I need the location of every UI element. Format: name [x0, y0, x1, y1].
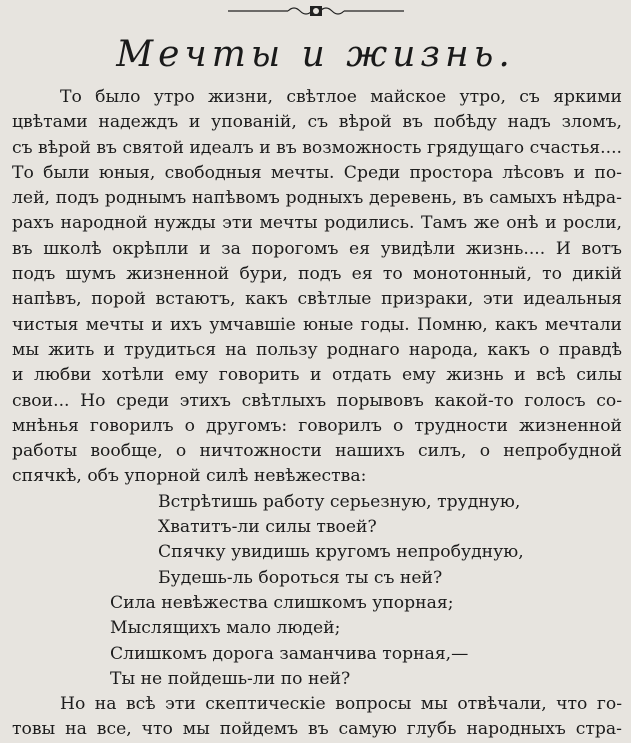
article-body [12, 85, 622, 743]
text-line: работы вообще, о ничтожности нашихъ силъ, о непробудной [12, 441, 622, 462]
text-line: Встрѣтишь работу серьезную, трудную, [158, 491, 521, 512]
text-line: То были юныя, свободныя мечты. Среди простора лѣсовъ и по- [12, 162, 622, 183]
text-line: спячкѣ, объ упорной силѣ невѣжества: [12, 466, 367, 487]
text-line: въ школѣ окрѣпли и за порогомъ ея увидѣли жизнь.... И вотъ [12, 238, 622, 259]
text-line: Хватитъ-ли силы твоей? [158, 517, 377, 538]
text-line: товы на все, что мы пойдемъ въ самую глубь народныхъ стра- [12, 719, 622, 740]
text-line: Слишкомъ дорога заманчива торная,— [110, 643, 469, 664]
text-line: чистыя мечты и ихъ умчавшіе юные годы. Помню, какъ мечтали [12, 314, 622, 335]
text-line: свои... Но среди этихъ свѣтлыхъ порывовъ какой-то голосъ со- [12, 390, 622, 411]
text-line: Но на всѣ эти скептическіе вопросы мы отвѣчали, что го- [60, 694, 622, 715]
text-line: лей, подъ роднымъ напѣвомъ родныхъ деревень, въ самыхъ нѣдра- [12, 188, 622, 209]
text-line: Мыслящихъ мало людей; [110, 618, 341, 639]
text-line: мнѣнья говорилъ о другомъ: говорилъ о трудности жизненной [12, 415, 622, 436]
text-line: Спячку увидишь кругомъ непробудную, [158, 542, 524, 563]
text-line: Сила невѣжества слишкомъ упорная; [110, 592, 454, 613]
text-line: цвѣтами надеждъ и упованій, съ вѣрой въ побѣду надъ зломъ, [12, 112, 622, 133]
header-ornament [0, 4, 631, 18]
decorative-flourish-icon [226, 4, 406, 18]
text-line: мы жить и трудиться на пользу роднаго народа, какъ о правдѣ [12, 339, 622, 360]
text-line: Будешь-ль бороться ты съ ней? [158, 567, 443, 588]
text-line: То было утро жизни, свѣтлое майское утро, съ яркими [60, 87, 622, 107]
text-line: и любви хотѣли ему говорить и отдать ему жизнь и всѣ силы [12, 365, 622, 386]
text-line: подъ шумъ жизненной бури, подъ ея то монотонный, то дикій [12, 264, 622, 285]
text-line: съ вѣрой въ святой идеалъ и въ возможность грядущаго счастья.... [12, 137, 622, 158]
text-line: напѣвъ, порой встаютъ, какъ свѣтлые призраки, эти идеальныя [12, 289, 622, 310]
page-title: Мечты и жизнь. [116, 34, 515, 75]
text-line: Ты не пойдешь-ли по ней? [110, 668, 351, 689]
text-line: рахъ народной нужды эти мечты родились. Тамъ же онѣ и росли, [12, 213, 622, 234]
